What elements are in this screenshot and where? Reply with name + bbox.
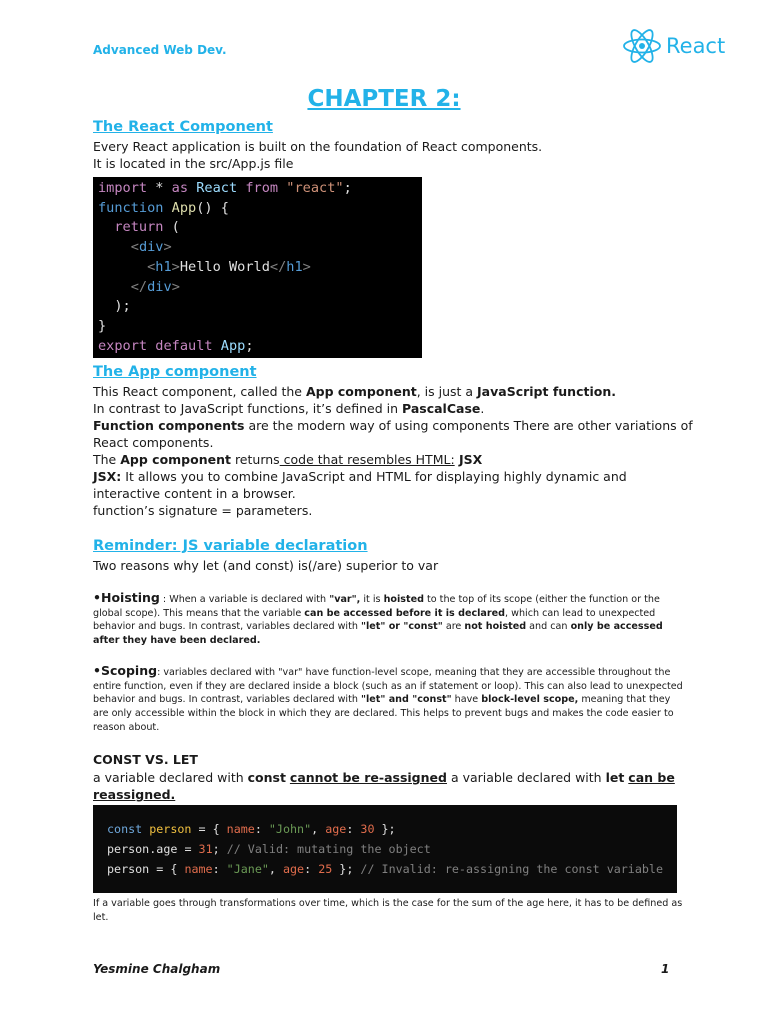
code-token: age: [325, 822, 347, 836]
code-token: ;: [343, 180, 352, 196]
footer-author: Yesmine Chalgham: [93, 962, 221, 976]
code-token: // Invalid: re-assigning the const variable: [360, 862, 663, 876]
code-token: ;: [245, 337, 254, 354]
code-token: default: [147, 337, 213, 354]
footer-page-number: 1: [661, 962, 670, 976]
code-token: as: [171, 180, 189, 196]
code-token: =: [191, 822, 213, 836]
code-token: >: [171, 258, 180, 275]
section1-body: [93, 138, 693, 172]
code-token: App: [163, 199, 197, 216]
code-token: [98, 239, 131, 255]
scoping-paragraph: •Scoping: variables declared with "var" have function-level scope, meaning that they are accessible throughout the entire function, even if they are declared inside a block (such as an if statement or loop). This can also lead to unexpected behavior and bugs. In contrast, variables declared with "let" and "const" have block-level scope, meaning that they are only accessible within the block in which they are declared. This helps to prevent bugs and makes the code easier to reason about.: [93, 663, 683, 733]
section-title-react-component: The React Component: [93, 119, 273, 135]
code-token: person: [107, 842, 150, 856]
code-token: "react": [278, 180, 344, 196]
code-token: () {: [196, 199, 229, 216]
code-token: =: [177, 842, 199, 856]
code-token: );: [98, 298, 131, 315]
code-token: <: [130, 239, 139, 256]
code-block-const-example: [93, 805, 677, 893]
code-token: "Jane": [226, 862, 269, 876]
code-token: React: [188, 180, 246, 196]
section2-p5: JSX: It allows you to combine JavaScript and HTML for displaying highly dynamic and interactive content in a browser.: [93, 469, 627, 501]
code-token: :: [212, 862, 227, 876]
code-token: ;: [212, 842, 227, 856]
section2-p1: This React component, called the App component, is just a JavaScript function.: [93, 384, 616, 399]
section-title-app-component: The App component: [93, 364, 257, 380]
code-token: ,: [268, 862, 283, 876]
chapter-title: CHAPTER 2:: [307, 86, 461, 112]
code-token: :: [346, 822, 361, 836]
code-token: =: [149, 862, 171, 876]
code-token: "John": [268, 822, 312, 836]
code-token: <: [147, 258, 156, 275]
code-token: h1: [155, 258, 172, 275]
code-token: person: [107, 862, 150, 876]
code-token: >: [163, 239, 172, 256]
code-token: *: [147, 180, 172, 196]
code-token: person: [142, 822, 192, 836]
code-token: Hello World: [179, 258, 270, 275]
code-token: [98, 259, 147, 275]
code-token: };: [332, 862, 361, 876]
react-atom-icon: [622, 28, 662, 64]
react-logo: [622, 28, 725, 64]
code-token: };: [374, 822, 396, 836]
code-token: name: [184, 862, 213, 876]
closing-note: If a variable goes through transformations over time, which is the case for the sum of the age here, it has to be defined as let.: [93, 898, 683, 923]
section2-body: [93, 383, 693, 519]
section1-line2: It is located in the src/App.js file: [93, 156, 294, 171]
section3-intro: Two reasons why let (and const) is(/are) superior to var: [93, 558, 439, 573]
code-token: 30: [360, 822, 375, 836]
code-token: >: [302, 258, 311, 275]
code-token: age: [156, 842, 178, 856]
code-token: from: [245, 180, 279, 196]
code-token: return: [98, 219, 164, 236]
logo-text: React: [666, 34, 726, 58]
section2-p4: The App component returns code that resembles HTML: JSX: [93, 452, 483, 467]
section2-p6: function’s signature = parameters.: [93, 503, 313, 518]
code-token: .: [149, 842, 157, 856]
code-token: App: [212, 337, 246, 354]
code-block-app-component: [93, 177, 422, 358]
code-token: ,: [311, 822, 326, 836]
code-token: (: [163, 219, 180, 236]
code-token: 31: [198, 842, 213, 856]
section2-p3: Function components are the modern way of using components There are other variations of React components.: [93, 418, 693, 450]
code-token: >: [171, 278, 180, 295]
code-token: </: [269, 258, 287, 275]
code-token: :: [304, 862, 319, 876]
section2-p2: In contrast to JavaScript functions, it’s defined in PascalCase.: [93, 401, 485, 416]
code-token: function: [98, 199, 164, 216]
code-token: const: [107, 822, 143, 836]
const-vs-let-body: a variable declared with const cannot be re-assigned a variable declared with let can be reassigned.: [93, 770, 675, 802]
code-token: }: [98, 317, 107, 334]
code-token: 25: [318, 862, 333, 876]
code-token: h1: [286, 258, 303, 275]
code-token: div: [147, 278, 172, 295]
header-course-title: Advanced Web Dev.: [93, 43, 227, 57]
code-token: div: [138, 239, 164, 256]
code-token: [98, 279, 131, 295]
section-title-js-variable: Reminder: JS variable declaration: [93, 538, 368, 554]
code-token: </: [130, 278, 148, 295]
code-token: {: [212, 822, 227, 836]
section1-line1: Every React application is built on the foundation of React components.: [93, 139, 543, 154]
section-title-const-vs-let: CONST VS. LET: [93, 752, 198, 767]
code-token: export: [98, 337, 148, 354]
code-token: age: [282, 862, 305, 876]
code-token: // Valid: mutating the object: [226, 842, 431, 856]
code-token: :: [254, 822, 269, 836]
code-token: name: [226, 822, 255, 836]
code-token: {: [170, 862, 185, 876]
hoisting-paragraph: •Hoisting : When a variable is declared with "var", it is hoisted to the top of its scope (either the function or the global scope). This means that the variable can be accessed before it is declared, which can lead to unexpected behavior and bugs. In contrast, variables declared with "let" or "const" are not hoisted and can only be accessed after they have been declared.: [93, 590, 663, 647]
code-token: import: [98, 180, 148, 196]
